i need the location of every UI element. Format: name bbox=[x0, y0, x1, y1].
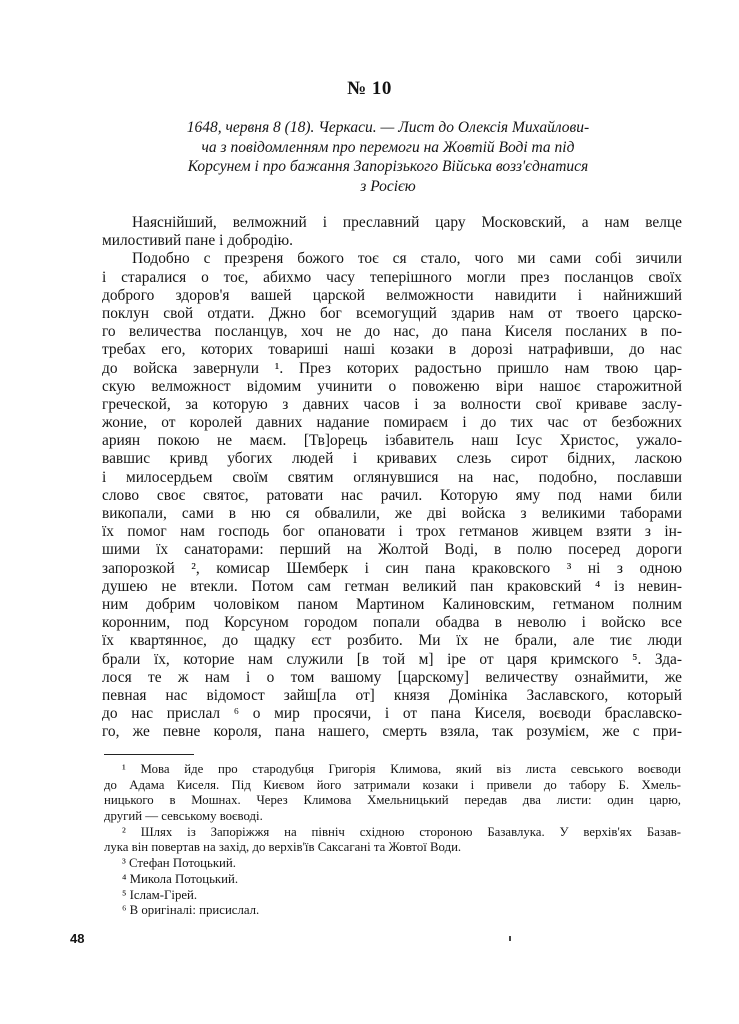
document-heading bbox=[118, 118, 658, 196]
heading-line: ча з повідомленням про перемоги на Жовтій Воді та під bbox=[201, 138, 575, 156]
body-line: душею не втекли. Потом сам гетман великий пан краковский ⁴ із невин- bbox=[102, 577, 682, 595]
body-line: вавшис кривд убогих людей і кривавих слезь сирот бідних, ласкою bbox=[102, 450, 682, 468]
body-line: до нас прислал ⁶ о мир просячи, і от пана Киселя, воєводи браславско- bbox=[102, 705, 682, 723]
footnote-line: ³ Стефан Потоцький. bbox=[122, 856, 236, 871]
body-line: поклун свой отдати. Джно бог всемогущий здарив нам от твоего царско- bbox=[102, 304, 682, 322]
body-line: Подобно с презреня божого тоє ся стало, чого ми сами собі зичили bbox=[132, 250, 682, 268]
heading-line: Корсунем і про бажання Запорізького Війська возз'єднатися bbox=[187, 158, 589, 176]
footnotes bbox=[104, 762, 681, 919]
body-line: шими їх санаторами: перший на Жолтой Воді, в полю посеред дороги bbox=[102, 541, 682, 559]
footnote-line: лука він повертав на захід, до верхів'їв Саксагані та Жовтої Води. bbox=[104, 840, 462, 855]
footnote-line: ¹ Мова йде про стародубця Григорія Климова, який віз листа севського воєводи bbox=[122, 762, 681, 776]
body-line: требах его, которих товариші наші козаки в дорозі натрафивши, до нас bbox=[102, 341, 682, 359]
footnote-line: ⁴ Микола Потоцький. bbox=[122, 871, 239, 886]
body-line: і старалися о тоє, абихмо часу теперішного могли през посланцов своїх bbox=[102, 268, 682, 286]
body-line: до войска завернули ¹. През которих радостьно пришло нам твою цар- bbox=[102, 359, 682, 377]
body-line: жоние, от королей давних надание помираєм і до тих час от безбожних bbox=[102, 414, 682, 432]
body-line: лося те ж нам і о том вашому [царскому] величеству ознаймити, же bbox=[102, 668, 682, 686]
body-line: го, же певне короля, пана нашего, смерть взяла, так розумієм, же с при- bbox=[102, 723, 682, 741]
body-line: ним добрим чоловіком паном Мартином Калиновским, гетманом полним bbox=[102, 595, 682, 613]
body-line: греческой, за которую з давних часов і за волности свої криваве заслу- bbox=[102, 395, 682, 413]
body-line: їх помог нам господь бог опановати і трох гетманов живцем взяти з ін- bbox=[102, 523, 682, 541]
body-line: запорозкой ², комисар Шемберк і син пана краковского ³ ні з одною bbox=[102, 559, 682, 577]
body-line: доброго здоров'я вашей царской велможности навидити і найнижший bbox=[102, 286, 682, 304]
body-line: милостивий пане і добродію. bbox=[102, 232, 293, 250]
footnote-line: до Адама Киселя. Під Києвом його затримали козаки і привели до табору Б. Хмель- bbox=[104, 777, 681, 792]
footnote-line: ⁵ Іслам-Гірей. bbox=[122, 887, 198, 902]
body-line: і милосердьем своїм святим оглянувшися на нас, подобно, пославши bbox=[102, 468, 682, 486]
body-line: слово своє святоє, ратовати нас рачил. Которую яму под нами били bbox=[102, 486, 682, 504]
body-line: їх квартянноє, до щадку єст розбито. Ми їх не брали, але тиє люди bbox=[102, 632, 682, 650]
body-line: скую велможност відомим учинити о повоженю віри нашоє старожитной bbox=[102, 377, 682, 395]
body-line: певная нас відомост зайш[ла от] князя Домініка Заславского, который bbox=[102, 686, 682, 704]
body-line: брали їх, которие нам служили [в той м] іре от царя кримского ⁵. Зда- bbox=[102, 650, 682, 668]
body-line: ариян покою не маєм. [Тв]орець ізбавитель наш Ісус Христос, ужало- bbox=[102, 432, 682, 450]
page-number: 48 bbox=[70, 931, 85, 946]
document-number: № 10 bbox=[347, 78, 392, 99]
body-line: Наяснійший, велможний і преславний цару Московский, а нам велце bbox=[132, 214, 682, 231]
print-speck bbox=[509, 936, 511, 941]
footnote-line: ⁶ В оригіналі: присислал. bbox=[122, 903, 260, 918]
letter-body bbox=[102, 214, 682, 741]
heading-line: 1648, червня 8 (18). Черкаси. — Лист до Олексія Михайлови- bbox=[186, 119, 590, 136]
body-line: викопали, сами в ню ся обвалили, же дві войска з великими таборами bbox=[102, 505, 682, 522]
footnote-line: ² Шлях із Запоріжжя на північ східною стороною Базавлука. У верхів'ях Базав- bbox=[122, 824, 681, 839]
footnote-divider bbox=[104, 754, 194, 755]
body-line: коронним, под Корсуном городом попали обадва в неволю і войско все bbox=[102, 614, 682, 632]
body-line: го величества посланцув, хоч не до нас, до пана Киселя посланих в по- bbox=[102, 323, 682, 341]
footnote-line: ницького в Мошнах. Через Климова Хмельницький передав два листи: один царю, bbox=[104, 793, 681, 808]
heading-line: з Росією bbox=[360, 177, 416, 195]
footnote-line: другий — севському воєводі. bbox=[104, 809, 263, 824]
